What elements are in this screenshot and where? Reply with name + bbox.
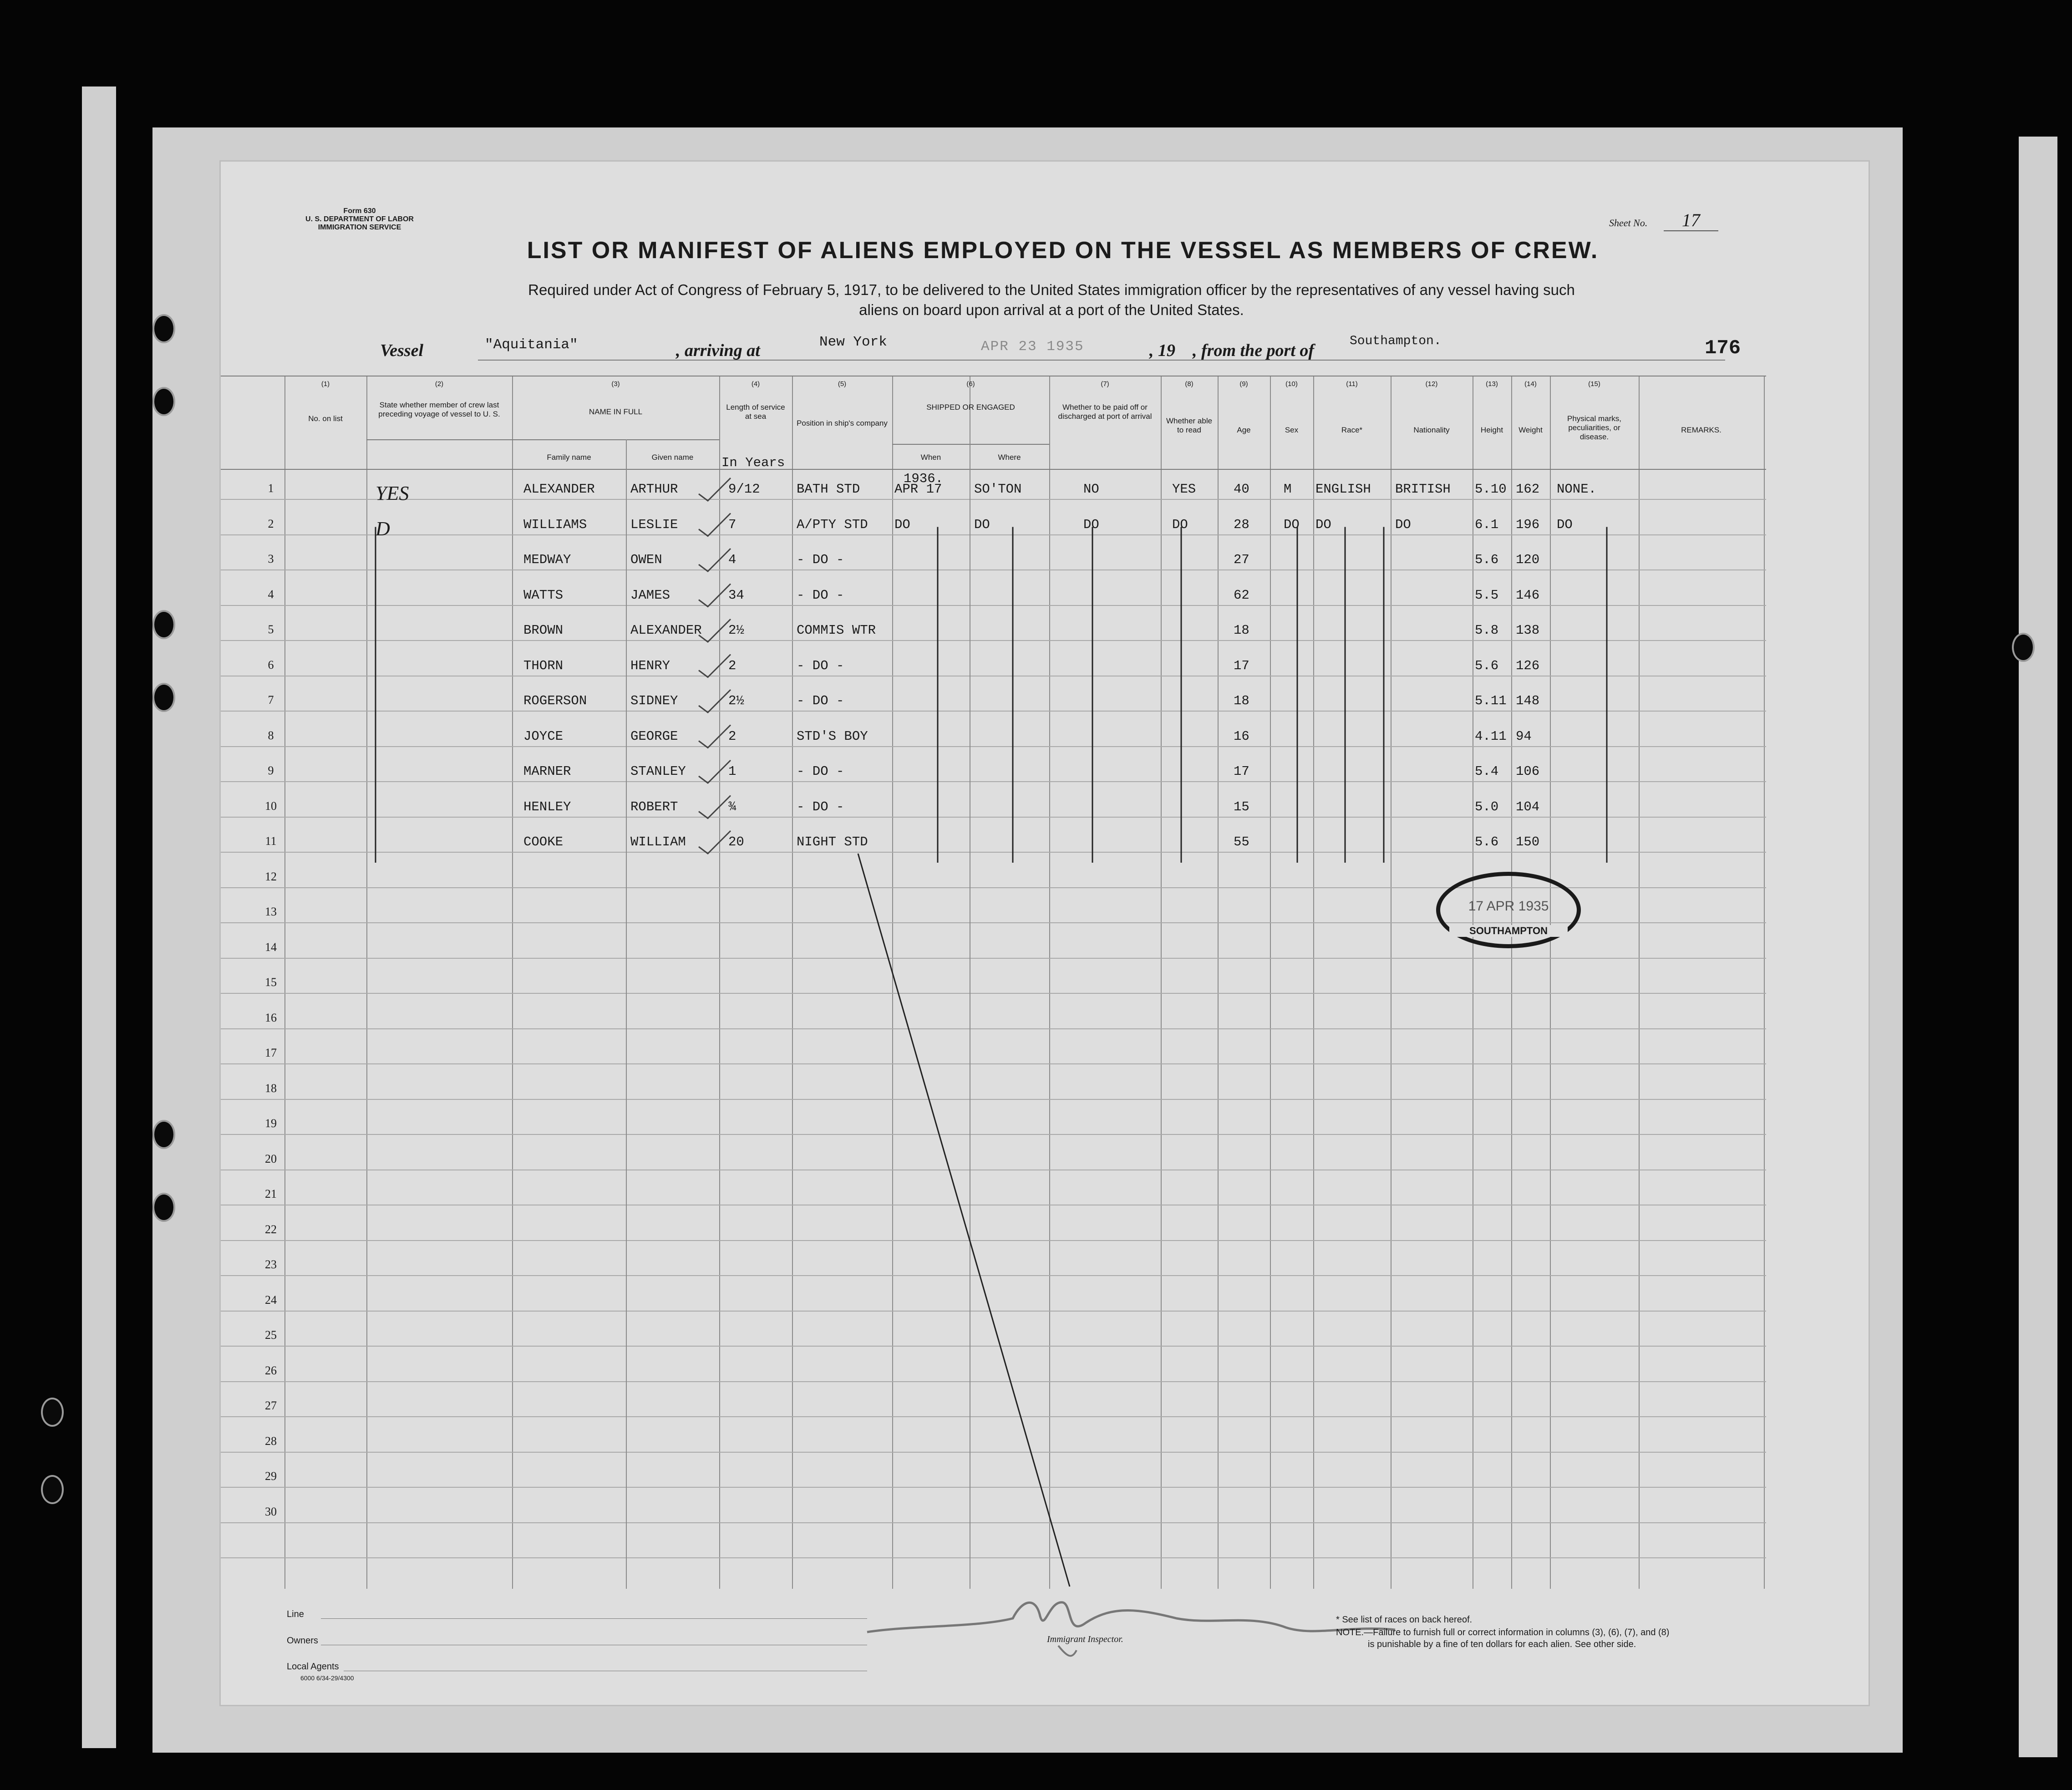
height-cell: 6.1 bbox=[1475, 517, 1499, 532]
service-years-cell: 34 bbox=[728, 587, 744, 603]
row-number: 2 bbox=[268, 517, 274, 530]
family-name-cell: MARNER bbox=[523, 764, 571, 779]
pen-marks bbox=[221, 376, 1766, 1589]
nationality-cell: BRITISH bbox=[1395, 482, 1451, 497]
col-paid-off-number: (7) bbox=[1101, 380, 1109, 388]
given-name-cell: ROBERT bbox=[630, 799, 678, 814]
check-mark-icon bbox=[699, 549, 731, 571]
punch-hole bbox=[2012, 633, 2035, 662]
check-mark-icon bbox=[699, 584, 731, 607]
age-cell: 27 bbox=[1234, 552, 1249, 567]
row-number: 3 bbox=[268, 552, 274, 565]
age-cell: 55 bbox=[1234, 834, 1249, 849]
form-no: Form 630 bbox=[343, 207, 376, 215]
punch-hole bbox=[152, 1120, 175, 1149]
col-sex-number: (10) bbox=[1285, 380, 1298, 388]
service-years-cell: 20 bbox=[728, 834, 744, 849]
service-years-cell: 2½ bbox=[728, 623, 744, 638]
age-cell: 40 bbox=[1234, 482, 1249, 497]
col-race-header: Race* bbox=[1341, 426, 1363, 434]
col-nationality-number: (12) bbox=[1425, 380, 1438, 388]
age-cell: 17 bbox=[1234, 764, 1249, 779]
sheet-label: Sheet No. bbox=[1609, 217, 1648, 229]
physical-marks-cell: DO bbox=[1557, 517, 1573, 532]
footer-line-label: Line bbox=[287, 1609, 304, 1619]
height-cell: 5.6 bbox=[1475, 658, 1499, 673]
col-position-number: (5) bbox=[838, 380, 847, 388]
punch-hole bbox=[41, 1398, 64, 1427]
manifest-table bbox=[221, 376, 1766, 1589]
weight-cell: 162 bbox=[1516, 482, 1540, 497]
col-shipped-number: (6) bbox=[966, 380, 975, 388]
height-cell: 5.4 bbox=[1475, 764, 1499, 779]
age-cell: 62 bbox=[1234, 587, 1249, 603]
height-cell: 5.8 bbox=[1475, 623, 1499, 638]
service-years-cell: 2½ bbox=[728, 693, 744, 708]
col-remarks-header: REMARKS. bbox=[1681, 426, 1722, 434]
weight-cell: 148 bbox=[1516, 693, 1540, 708]
family-name-cell: MEDWAY bbox=[523, 552, 571, 567]
row-number: 15 bbox=[265, 976, 277, 989]
col-height-header: Height bbox=[1480, 426, 1503, 434]
age-cell: 17 bbox=[1234, 658, 1249, 673]
given-name-cell: ARTHUR bbox=[630, 482, 678, 497]
row-number: 13 bbox=[265, 905, 277, 918]
form-department: U. S. DEPARTMENT OF LABOR bbox=[305, 215, 414, 223]
arriving-label: , arriving at bbox=[676, 341, 760, 360]
family-name-cell: THORN bbox=[523, 658, 564, 673]
film-strip-right bbox=[2019, 137, 2057, 1757]
form-service: IMMIGRATION SERVICE bbox=[318, 224, 401, 231]
position-cell: A/PTY STD bbox=[797, 517, 868, 532]
weight-cell: 120 bbox=[1516, 552, 1540, 567]
row-number: 17 bbox=[265, 1046, 277, 1059]
prev-voyage-cell: D bbox=[376, 517, 390, 540]
col-service-number: (4) bbox=[751, 380, 760, 388]
southampton-stamp bbox=[1436, 872, 1581, 948]
col-sex-header: Sex bbox=[1285, 426, 1299, 434]
manifest-sheet bbox=[221, 162, 1869, 1705]
row-number: 8 bbox=[268, 728, 274, 742]
position-cell: - DO - bbox=[797, 658, 844, 673]
given-name-cell: JAMES bbox=[630, 587, 670, 603]
inspector-label: Immigrant Inspector. bbox=[1047, 1634, 1123, 1644]
check-mark-icon bbox=[699, 690, 731, 712]
given-name-cell: GEORGE bbox=[630, 728, 678, 744]
date-stamp: APR 23 1935 bbox=[981, 339, 1084, 355]
weight-cell: 150 bbox=[1516, 834, 1540, 849]
punch-hole bbox=[152, 387, 175, 416]
position-cell: - DO - bbox=[797, 693, 844, 708]
col-weight-number: (14) bbox=[1524, 380, 1537, 388]
sheet-no: 17 bbox=[1664, 210, 1718, 231]
col-weight-header: Weight bbox=[1518, 426, 1543, 434]
given-name-cell: HENRY bbox=[630, 658, 670, 673]
punch-hole bbox=[152, 314, 175, 343]
row-number: 21 bbox=[265, 1187, 277, 1200]
service-years-cell: 9/12 bbox=[728, 482, 760, 497]
col-no-number: (1) bbox=[321, 380, 330, 388]
col-marks-number: (15) bbox=[1588, 380, 1600, 388]
position-cell: - DO - bbox=[797, 552, 844, 567]
check-mark-icon bbox=[699, 760, 731, 783]
punch-hole bbox=[152, 1193, 175, 1222]
row-number: 14 bbox=[265, 940, 277, 954]
row-number: 6 bbox=[268, 658, 274, 671]
row-number: 18 bbox=[265, 1081, 277, 1095]
col-no-header: No. on list bbox=[308, 414, 343, 423]
row-number: 16 bbox=[265, 1011, 277, 1024]
film-strip-left bbox=[82, 86, 116, 1748]
given-name-cell: ALEXANDER bbox=[630, 623, 702, 638]
able-to-read-cell: YES bbox=[1172, 482, 1196, 497]
from-port: Southampton. bbox=[1350, 334, 1442, 348]
row-number: 4 bbox=[268, 587, 274, 601]
row-number: 30 bbox=[265, 1505, 277, 1518]
row-number: 27 bbox=[265, 1399, 277, 1412]
family-name-cell: ROGERSON bbox=[523, 693, 587, 708]
weight-cell: 138 bbox=[1516, 623, 1540, 638]
family-name-cell: ALEXANDER bbox=[523, 482, 595, 497]
service-years-cell: ¾ bbox=[728, 799, 736, 814]
col-previous-voyage-number: (2) bbox=[435, 380, 444, 388]
vessel-name: "Aquitania" bbox=[485, 337, 578, 353]
vessel-label: Vessel bbox=[380, 341, 423, 360]
punch-hole bbox=[41, 1475, 64, 1504]
service-years-cell: 2 bbox=[728, 728, 736, 744]
footer-agents-label: Local Agents bbox=[287, 1662, 339, 1672]
age-cell: 18 bbox=[1234, 623, 1249, 638]
row-number: 7 bbox=[268, 693, 274, 707]
year-label: , 19 bbox=[1149, 341, 1175, 360]
weight-cell: 94 bbox=[1516, 728, 1532, 744]
row-number: 12 bbox=[265, 870, 277, 883]
shipped-when-header: When bbox=[920, 453, 941, 462]
check-mark-icon bbox=[699, 831, 731, 854]
race-cell: DO bbox=[1315, 517, 1331, 532]
sheet-number-block bbox=[1609, 209, 1746, 231]
height-cell: 5.11 bbox=[1475, 693, 1507, 708]
family-name-cell: JOYCE bbox=[523, 728, 564, 744]
family-name-header: Family name bbox=[547, 453, 591, 462]
col-position-header: Position in ship's company bbox=[797, 419, 888, 427]
family-name-cell: HENLEY bbox=[523, 799, 571, 814]
height-cell: 5.6 bbox=[1475, 552, 1499, 567]
position-cell: - DO - bbox=[797, 587, 844, 603]
check-mark-icon bbox=[699, 796, 731, 819]
row-number: 20 bbox=[265, 1152, 277, 1165]
weight-cell: 146 bbox=[1516, 587, 1540, 603]
footer-owners-label: Owners bbox=[287, 1636, 318, 1646]
given-name-header: Given name bbox=[651, 453, 694, 462]
col-age-number: (9) bbox=[1239, 380, 1248, 388]
weight-cell: 104 bbox=[1516, 799, 1540, 814]
check-mark-icon bbox=[699, 478, 731, 501]
stamp-date: 17 APR 1935 bbox=[1468, 899, 1549, 914]
shipped-when-cell: DO bbox=[894, 517, 910, 532]
arriving-port: New York bbox=[819, 334, 887, 350]
punch-hole bbox=[152, 610, 175, 639]
weight-cell: 126 bbox=[1516, 658, 1540, 673]
physical-marks-cell: NONE. bbox=[1557, 482, 1597, 497]
given-name-cell: SIDNEY bbox=[630, 693, 678, 708]
col-name-number: (3) bbox=[611, 380, 620, 388]
age-cell: 28 bbox=[1234, 517, 1249, 532]
row-number: 24 bbox=[265, 1293, 277, 1307]
age-cell: 16 bbox=[1234, 728, 1249, 744]
paid-off-cell: DO bbox=[1083, 517, 1099, 532]
service-years-cell: 7 bbox=[728, 517, 736, 532]
col-service-header: Length of service at sea bbox=[726, 403, 785, 421]
row-number: 28 bbox=[265, 1434, 277, 1448]
shipped-where-header: Where bbox=[998, 453, 1021, 462]
col-marks-header: Physical marks, peculiarities, or disease. bbox=[1567, 414, 1622, 441]
paid-off-cell: NO bbox=[1083, 482, 1099, 497]
age-cell: 15 bbox=[1234, 799, 1249, 814]
row-number: 23 bbox=[265, 1258, 277, 1271]
from-label: , from the port of bbox=[1193, 341, 1315, 360]
race-cell: ENGLISH bbox=[1315, 482, 1371, 497]
year-written: 1936. bbox=[904, 471, 944, 486]
check-mark-icon bbox=[699, 725, 731, 748]
punch-hole bbox=[152, 683, 175, 712]
row-number: 5 bbox=[268, 623, 274, 636]
shipped-when-cell: APR 17 bbox=[894, 482, 942, 497]
weight-cell: 196 bbox=[1516, 517, 1540, 532]
position-cell: COMMIS WTR bbox=[797, 623, 876, 638]
given-name-cell: STANLEY bbox=[630, 764, 686, 779]
subtitle-line-2: aliens on board upon arrival at a port of the United States. bbox=[859, 301, 1244, 318]
row-number: 9 bbox=[268, 764, 274, 777]
races-note: * See list of races on back hereof. bbox=[1336, 1615, 1473, 1625]
service-years-cell: 1 bbox=[728, 764, 736, 779]
row-number: 19 bbox=[265, 1117, 277, 1130]
col-height-number: (13) bbox=[1486, 380, 1498, 388]
note-line-2: is punishable by a fine of ten dollars for each alien. See other side. bbox=[1368, 1639, 1636, 1649]
vessel-line bbox=[380, 334, 1768, 364]
col-race-number: (11) bbox=[1346, 380, 1358, 388]
stamp-place: SOUTHAMPTON bbox=[1449, 925, 1568, 937]
subtitle-line-1: Required under Act of Congress of February 5, 1917, to be delivered to the United States immigration officer by the representatives of any vessel having such bbox=[528, 281, 1575, 298]
position-cell: - DO - bbox=[797, 799, 844, 814]
height-cell: 5.10 bbox=[1475, 482, 1507, 497]
col-age-header: Age bbox=[1237, 426, 1251, 434]
sex-cell: M bbox=[1284, 482, 1292, 497]
family-name-cell: WILLIAMS bbox=[523, 517, 587, 532]
position-cell: BATH STD bbox=[797, 482, 860, 497]
col-previous-voyage-header: State whether member of crew last preceding voyage of vessel to U. S. bbox=[378, 401, 500, 418]
position-cell: - DO - bbox=[797, 764, 844, 779]
col-read-number: (8) bbox=[1185, 380, 1193, 388]
row-number: 22 bbox=[265, 1222, 277, 1236]
family-name-cell: WATTS bbox=[523, 587, 564, 603]
vessel-underline bbox=[478, 360, 1725, 361]
position-cell: STD'S BOY bbox=[797, 728, 868, 744]
able-to-read-cell: DO bbox=[1172, 517, 1188, 532]
note-line-1: NOTE.—Failure to furnish full or correct information in columns (3), (6), (7), and (8) bbox=[1336, 1627, 1670, 1637]
family-name-cell: BROWN bbox=[523, 623, 564, 638]
form-block bbox=[298, 207, 421, 232]
row-number: 10 bbox=[265, 799, 277, 813]
height-cell: 5.5 bbox=[1475, 587, 1499, 603]
row-number: 1 bbox=[268, 482, 274, 495]
service-years-cell: 2 bbox=[728, 658, 736, 673]
col-name-header: NAME IN FULL bbox=[589, 407, 643, 416]
col-nationality-header: Nationality bbox=[1413, 426, 1450, 434]
check-mark-icon bbox=[699, 655, 731, 677]
nationality-cell: DO bbox=[1395, 517, 1411, 532]
height-cell: 5.6 bbox=[1475, 834, 1499, 849]
page-number: 176 bbox=[1705, 337, 1741, 360]
height-cell: 5.0 bbox=[1475, 799, 1499, 814]
print-code: 6000 6/34-29/4300 bbox=[300, 1674, 354, 1682]
row-number: 25 bbox=[265, 1328, 277, 1342]
check-mark-icon bbox=[699, 619, 731, 642]
height-cell: 4.11 bbox=[1475, 728, 1507, 744]
sex-cell: DO bbox=[1284, 517, 1300, 532]
row-number: 11 bbox=[265, 834, 277, 848]
col-read-header: Whether able to read bbox=[1166, 417, 1213, 434]
row-number: 26 bbox=[265, 1363, 277, 1377]
footer-line-rule bbox=[321, 1618, 867, 1619]
page-title: LIST OR MANIFEST OF ALIENS EMPLOYED ON THE VESSEL AS MEMBERS OF CREW. bbox=[527, 237, 1599, 264]
row-number: 29 bbox=[265, 1470, 277, 1483]
age-cell: 18 bbox=[1234, 693, 1249, 708]
family-name-cell: COOKE bbox=[523, 834, 564, 849]
weight-cell: 106 bbox=[1516, 764, 1540, 779]
shipped-where-cell: DO bbox=[974, 517, 990, 532]
given-name-cell: LESLIE bbox=[630, 517, 678, 532]
position-cell: NIGHT STD bbox=[797, 834, 868, 849]
check-mark-icon bbox=[699, 514, 731, 536]
col-paid-off-header: Whether to be paid off or discharged at port of arrival bbox=[1058, 403, 1152, 421]
given-name-cell: WILLIAM bbox=[630, 834, 686, 849]
shipped-where-cell: SO'TON bbox=[974, 482, 1022, 497]
given-name-cell: OWEN bbox=[630, 552, 662, 567]
prev-voyage-cell: YES bbox=[376, 482, 409, 504]
col-shipped-header: SHIPPED OR ENGAGED bbox=[926, 403, 1015, 412]
service-unit: In Years bbox=[721, 455, 785, 470]
service-years-cell: 4 bbox=[728, 552, 736, 567]
strike-diagonal bbox=[858, 854, 1070, 1587]
